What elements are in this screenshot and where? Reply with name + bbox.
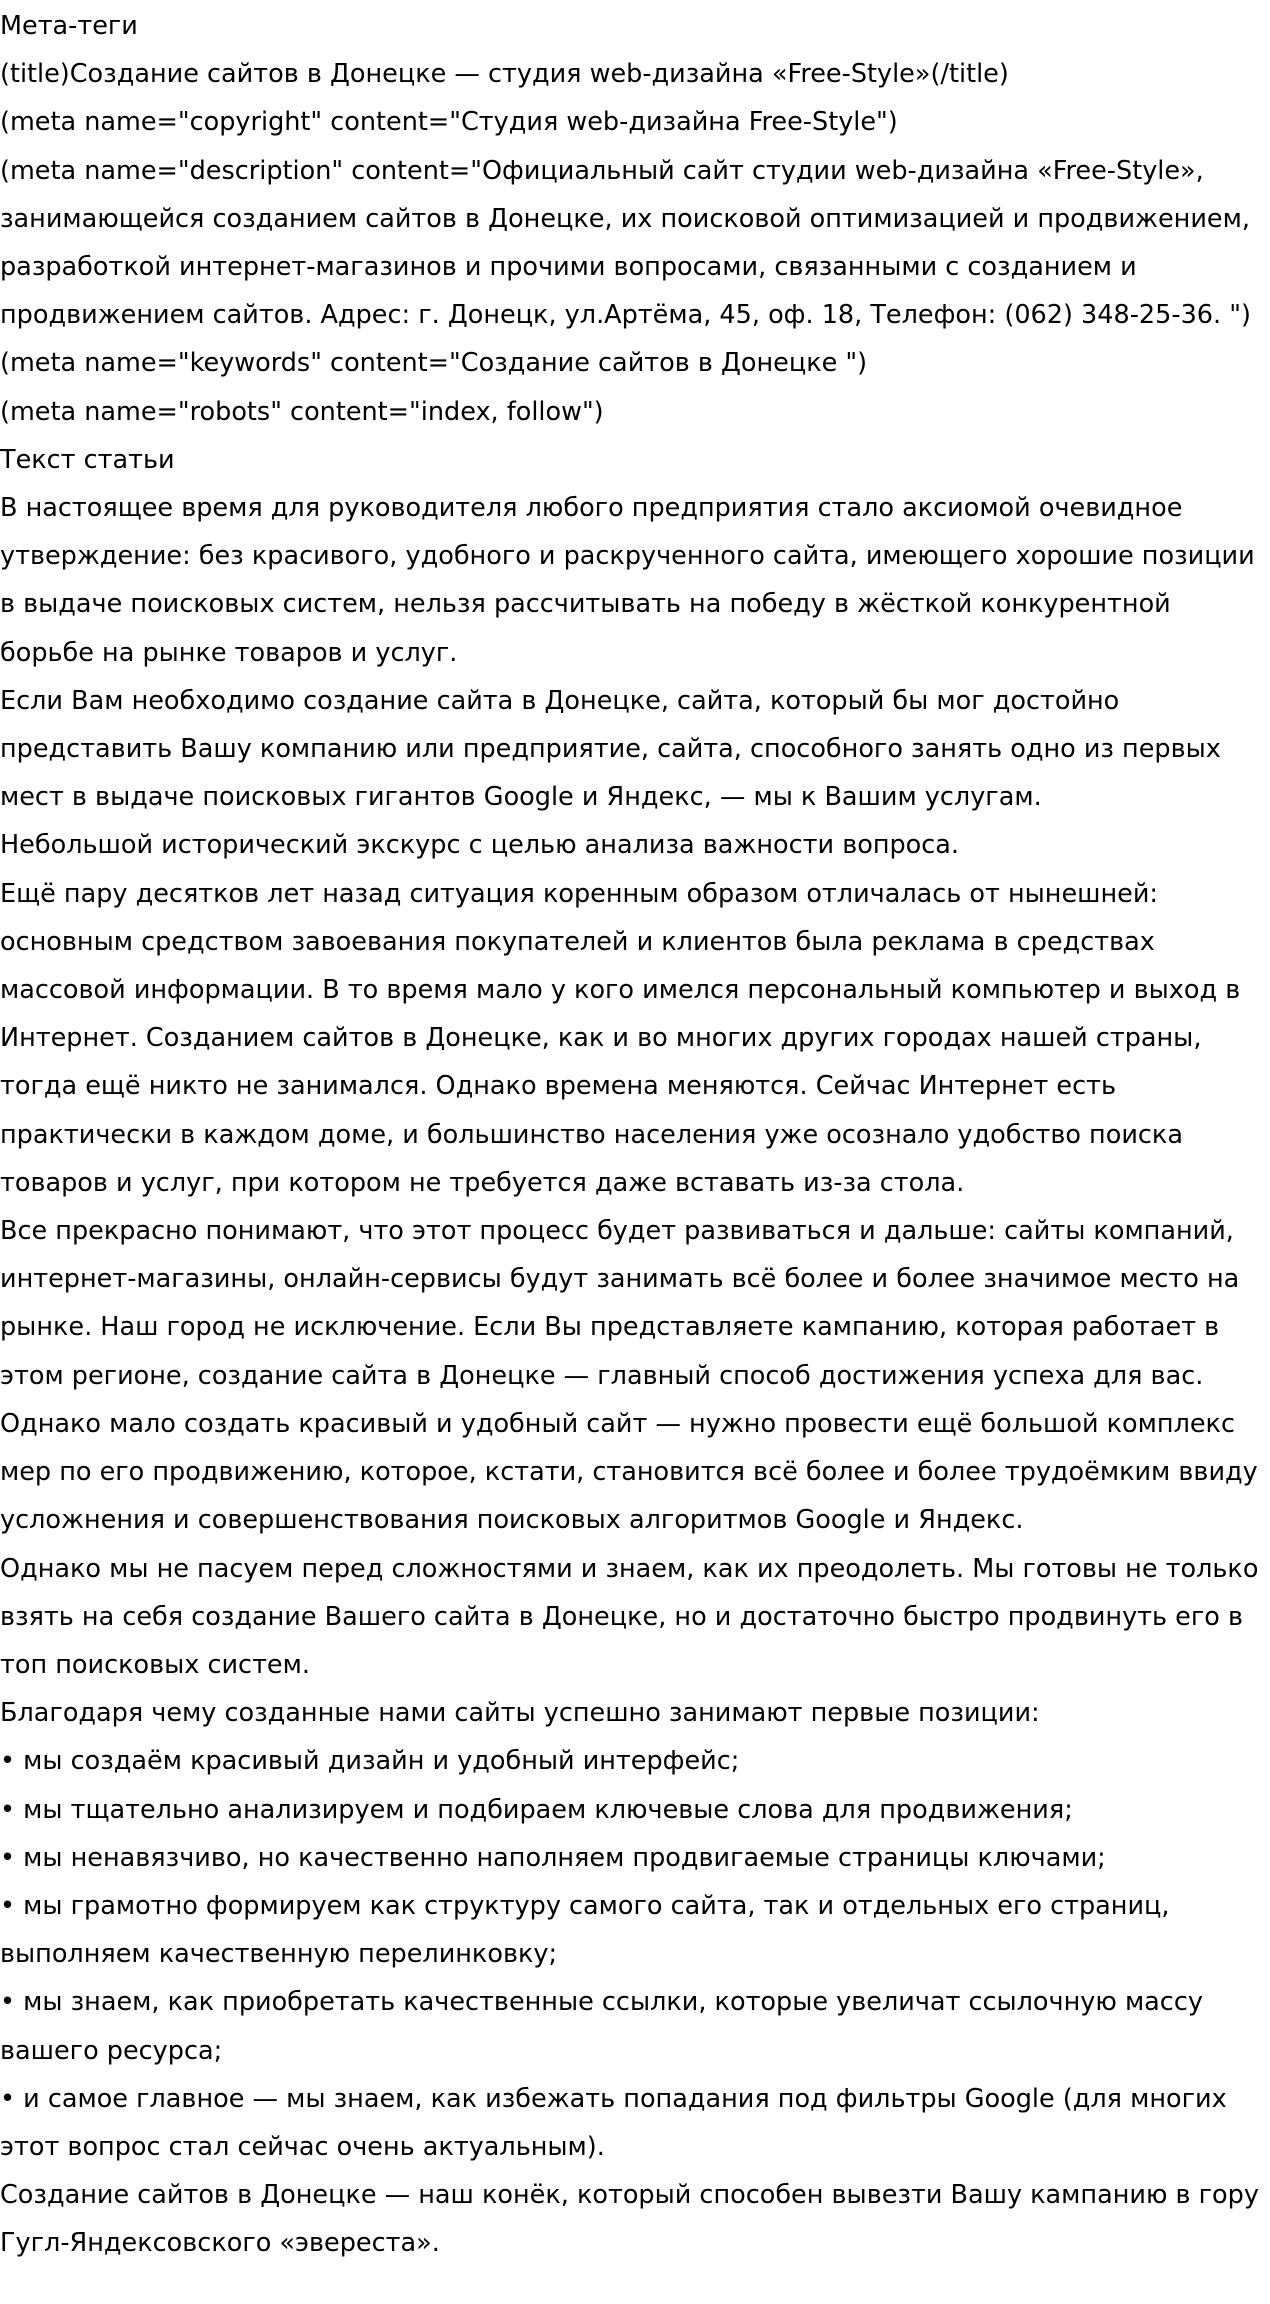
meta-keywords-line: (meta name="keywords" content="Создание сайтов в Донецке ")	[0, 348, 868, 379]
article-paragraph: В настоящее время для руководителя любого предприятия стало аксиомой очевидное утверждение: без красивого, удобного и раскрученного сайта, имеющего хорошие позиции в выдаче поисковых систем, нельзя рассчитывать на победу в жёсткой конкурентной борьбе на рынке товаров и услуг.	[0, 493, 1255, 668]
article-heading: Текст статьи	[0, 444, 175, 475]
bullet-item: • мы грамотно формируем как структуру самого сайта, так и отдельных его страниц, выполняем качественную перелинковку;	[0, 1890, 1170, 1970]
closing-paragraph: Создание сайтов в Донецке — наш конёк, который способен вывезти Вашу кампанию в гору Гугл-Яндексовского «эвереста».	[0, 2180, 1259, 2259]
article-paragraph: Благодаря чему созданные нами сайты успешно занимают первые позиции:	[0, 1698, 1040, 1729]
bullet-item: • и самое главное — мы знаем, как избежать попадания под фильтры Google (для многих этот вопрос стал сейчас очень актуальным).	[0, 2083, 1227, 2162]
meta-title-line: (title)Создание сайтов в Донецке — студия web-дизайна «Free-Style»(/title)	[0, 59, 1009, 90]
bullet-item: • мы тщательно анализируем и подбираем ключевые слова для продвижения;	[0, 1794, 1073, 1825]
article-paragraph: Ещё пару десятков лет назад ситуация коренным образом отличалась от нынешней: основным средством завоевания покупателей и клиентов была реклама в средствах массовой информации. В то время мало у кого имелся персональный компьютер и выход в Интернет. Созданием сайтов в Донецке, как и во многих других городах нашей страны, тогда ещё никто не занимался. Однако времена меняются. Сейчас Интернет есть практически в каждом доме, и большинство населения уже осознало удобство поиска товаров и услуг, при котором не требуется даже вставать из-за стола.	[0, 878, 1241, 1198]
meta-description-line: (meta name="description" content="Официальный сайт студии web-дизайна «Free-Style», занимающейся созданием сайтов в Донецке, их поисковой оптимизацией и продвижением, разработкой интернет-магазинов и прочими вопросами, связанными с созданием и продвижением сайтов. Адрес: г. Донецк, ул.Артёма, 45, оф. 18, Телефон: (062) 348-25-36. ")	[0, 155, 1251, 331]
meta-robots-line: (meta name="robots" content="index, follow")	[0, 396, 604, 427]
meta-copyright-line: (meta name="copyright" content="Студия web-дизайна Free-Style")	[0, 107, 898, 138]
article-paragraph: Все прекрасно понимают, что этот процесс будет развиваться и дальше: сайты компаний, интернет-магазины, онлайн-сервисы будут занимать всё более и более значимое место на рынке. Наш город не исключение. Если Вы представляете кампанию, которая работает в этом регионе, создание сайта в Донецке — главный способ достижения успеха для вас.	[0, 1216, 1240, 1391]
article-paragraph: Небольшой исторический экскурс с целью анализа важности вопроса.	[0, 830, 960, 861]
bullet-item: • мы ненавязчиво, но качественно наполняем продвигаемые страницы ключами;	[0, 1842, 1106, 1873]
bullet-item: • мы знаем, как приобретать качественные ссылки, которые увеличат ссылочную массу вашего ресурса;	[0, 1987, 1203, 2066]
article-paragraph: Однако мы не пасуем перед сложностями и знаем, как их преодолеть. Мы готовы не только взять на себя создание Вашего сайта в Донецке, но и достаточно быстро продвинуть его в топ поисковых систем.	[0, 1553, 1259, 1680]
article-paragraph: Если Вам необходимо создание сайта в Донецке, сайта, который бы мог достойно представить Вашу компанию или предприятие, сайта, способного занять одно из первых мест в выдаче поисковых гигантов Google и Яндекс, — мы к Вашим услугам.	[0, 685, 1221, 813]
article-paragraph: Однако мало создать красивый и удобный сайт — нужно провести ещё большой комплекс мер по его продвижению, которое, кстати, становится всё более и более трудоёмким ввиду усложнения и совершенствования поисковых алгоритмов Google и Яндекс.	[0, 1408, 1258, 1536]
meta-heading: Мета-теги	[0, 11, 138, 41]
bullet-item: • мы создаём красивый дизайн и удобный интерфейс;	[0, 1746, 740, 1777]
